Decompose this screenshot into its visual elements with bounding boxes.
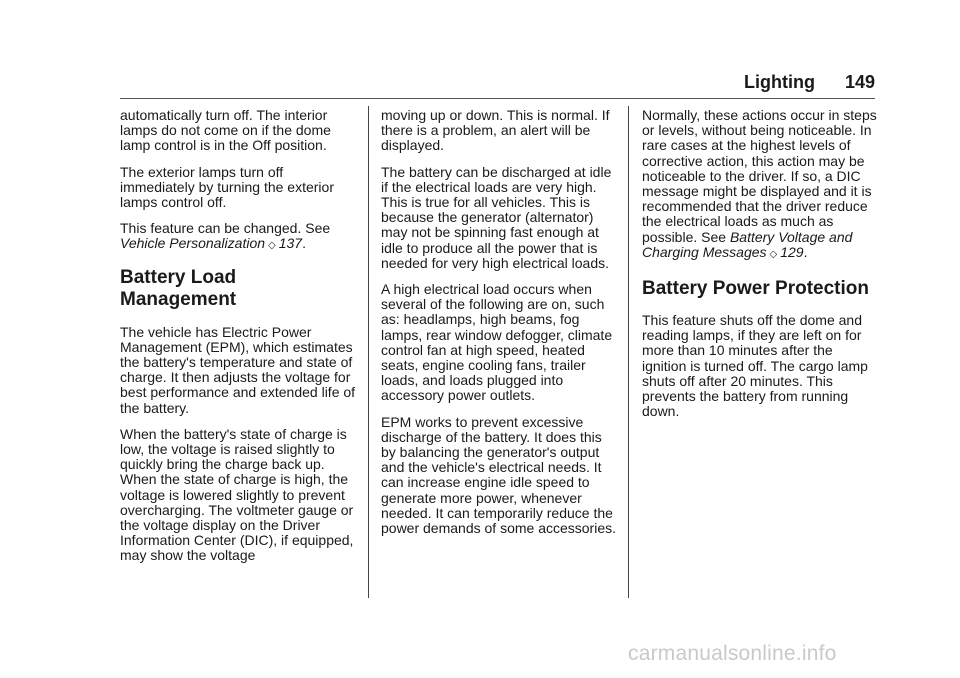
page-ref-arrow-icon: ◇ [769, 248, 778, 260]
column-divider-right [628, 106, 629, 598]
cross-reference-paragraph: This feature can be changed. See Vehicle Personalization ◇ 137. [120, 220, 331, 252]
page-number: 149 [844, 72, 875, 92]
cross-reference-paragraph: Normally, these actions occur in steps or levels, without being noticeable. In rare cases at the highest levels of corrective action, this action may be noticeable to the driver. If so, a DIC message might be displayed and it is recommended that the driver reduce the electrical loads as much as possible. See Battery Voltage and Charging Messages ◇ 129. [642, 107, 877, 260]
section-title: Lighting [743, 72, 815, 92]
paragraph-text: This feature can be changed. See [120, 220, 331, 237]
paragraph: EPM works to prevent excessive discharge of the battery. It does this by balancing the generator's output and the vehicle's electrical needs. It can increase engine idle speed to generate more power, whenever needed. It can temporarily reduce the power demands of some accessories. [381, 413, 616, 537]
paragraph-text: Normally, these actions occur in steps or levels, without being noticeable. In rare cases at the highest levels of corrective action, this action may be noticeable to the driver. If so, a DIC message might be displayed and it is recommended that the driver reduce the electrical loads as much as possible. See [642, 107, 877, 245]
page-header [120, 70, 875, 94]
heading-battery-power-protection: Battery Power Protection [642, 278, 869, 300]
paragraph: The battery can be discharged at idle if the electrical loads are very high. This is true for all vehicles. This is because the generator (alternator) may not be spinning fast enough at idle to produce all the power that is needed for very high electrical loads. [381, 163, 612, 271]
column-right [642, 108, 880, 430]
xref-page[interactable]: 137 [278, 235, 303, 252]
watermark: carmanualsonline.info [628, 642, 837, 665]
paragraph: The exterior lamps turn off immediately by turning the exterior lamps control off. [120, 163, 334, 211]
paragraph: The vehicle has Electric Power Management (EPM), which estimates the battery's temperature and state of charge. It then adjusts the voltage for best performance and extended life of the battery. [120, 323, 356, 416]
paragraph: automatically turn off. The interior lamps do not come on if the dome lamp control is in the Off position. [120, 107, 331, 154]
header-rule [120, 98, 875, 99]
heading-battery-load-management: Battery Load Management [120, 266, 237, 310]
xref-link-vehicle-personalization[interactable]: Vehicle Personalization [120, 235, 266, 252]
paragraph: When the battery's state of charge is low, the voltage is raised slightly to quickly bring the charge back up. When the state of charge is high, the voltage is lowered slightly to prevent overcharging. The voltmeter gauge or the voltage display on the Driver Information Center (DIC), if equipped, may show the voltage [120, 425, 354, 564]
column-left [120, 108, 360, 575]
column-middle [381, 108, 619, 547]
paragraph: A high electrical load occurs when several of the following are on, such as: headlamps, high beams, fog lamps, rear window defogger, climate control fan at high speed, heated seats, engine cooling fans, trailer loads, and loads plugged into accessory power outlets. [381, 281, 613, 404]
xref-page[interactable]: 129 [780, 243, 804, 260]
xref-link-battery-voltage-messages[interactable]: Battery Voltage and Charging Messages [642, 228, 853, 260]
paragraph: This feature shuts off the dome and reading lamps, if they are left on for more than 10 minutes after the ignition is turned off. The cargo lamp shuts off after 20 minutes. This prevents the battery from running down. [642, 312, 868, 420]
paragraph: moving up or down. This is normal. If there is a problem, an alert will be displayed. [381, 107, 610, 154]
column-divider-left [368, 106, 369, 598]
page-ref-arrow-icon: ◇ [268, 240, 276, 252]
